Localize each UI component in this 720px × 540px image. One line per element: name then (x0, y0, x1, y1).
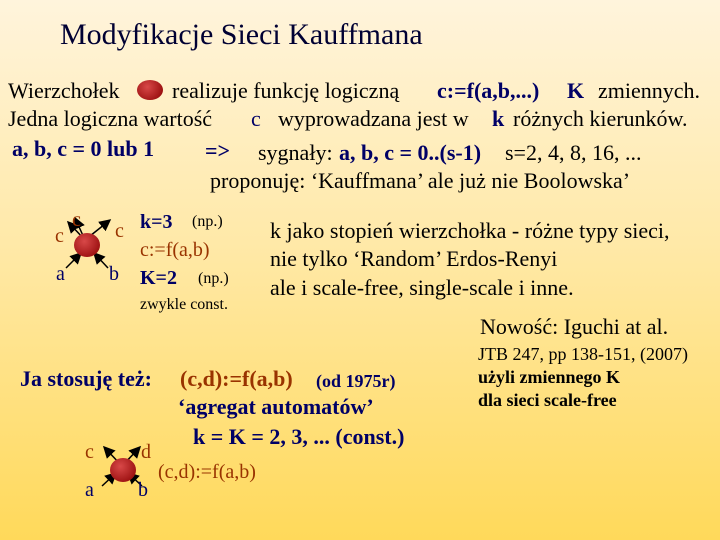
diagram1-func: c:=f(a,b) (140, 239, 210, 261)
diagram2-func: (c,d):=f(a,b) (158, 461, 256, 483)
diagram2-label-b: b (138, 479, 148, 501)
diagram1-label-b: b (109, 263, 119, 285)
line4-proposal: proponuję: ‘Kauffmana’ ale już nie Boolowska’ (210, 168, 631, 193)
diagram1-k: k=3 (140, 211, 173, 233)
line3-left: a, b, c = 0 lub 1 (12, 136, 155, 161)
line3-values: a, b, c = 0..(s-1) (339, 140, 482, 165)
right-line-1: k jako stopień wierzchołka - różne typy sieci, (270, 218, 670, 243)
jtb-line-2: użyli zmiennego K (478, 367, 620, 387)
diagram1-label-c3: c (115, 220, 124, 242)
line1-var: K (567, 78, 585, 103)
jtb-line-1: JTB 247, pp 138-151, (2007) (478, 344, 688, 364)
also-formula: (c,d):=f(a,b) (180, 366, 293, 391)
diagram1-label-c1: c (55, 225, 64, 247)
diagram1-K-note: (np.) (198, 270, 229, 287)
line2-k: k (492, 106, 505, 131)
diagram1-const: zwykle const. (140, 296, 228, 313)
diagram1-label-c2: c (72, 209, 81, 231)
line1-prefix: Wierzchołek (8, 78, 120, 103)
line1-suffix: zmiennych. (598, 78, 701, 103)
vertex-node (74, 233, 100, 257)
also-prefix: Ja stosuję też: (20, 366, 152, 391)
novelty-text: Nowość: Iguchi at al. (480, 314, 669, 339)
line3-s: s=2, 4, 8, 16, ... (505, 140, 642, 165)
vertex-node-2 (110, 458, 136, 482)
line1-mid: realizuje funkcję logiczną (172, 78, 400, 103)
line3-mid: sygnały: (258, 140, 333, 165)
right-line-2: nie tylko ‘Random’ Erdos-Renyi (270, 246, 558, 271)
diagram1-K: K=2 (140, 267, 177, 289)
also-agregat: ‘agregat automatów’ (178, 394, 374, 419)
diagram1-label-a: a (56, 263, 65, 285)
jtb-line-3: dla sieci scale-free (478, 390, 617, 410)
diagram1-k-note: (np.) (192, 213, 223, 230)
slide-title: Modyfikacje Sieci Kauffmana (60, 18, 423, 51)
diagram2-label-c: c (85, 441, 94, 463)
also-k-eq: k = K = 2, 3, ... (const.) (193, 424, 405, 449)
diagram2-label-d: d (141, 441, 151, 463)
line2-prefix: Jedna logiczna wartość (8, 106, 213, 131)
right-line-3: ale i scale-free, single-scale i inne. (270, 275, 574, 300)
line2-mid: wyprowadzana jest w (278, 106, 469, 131)
diagram2-label-a: a (85, 479, 94, 501)
line3-arrow: => (205, 138, 231, 163)
line2-suffix: różnych kierunków. (513, 106, 688, 131)
line2-c: c (251, 106, 261, 131)
also-note: (od 1975r) (316, 371, 396, 391)
line1-formula: c:=f(a,b,...) (437, 78, 540, 103)
